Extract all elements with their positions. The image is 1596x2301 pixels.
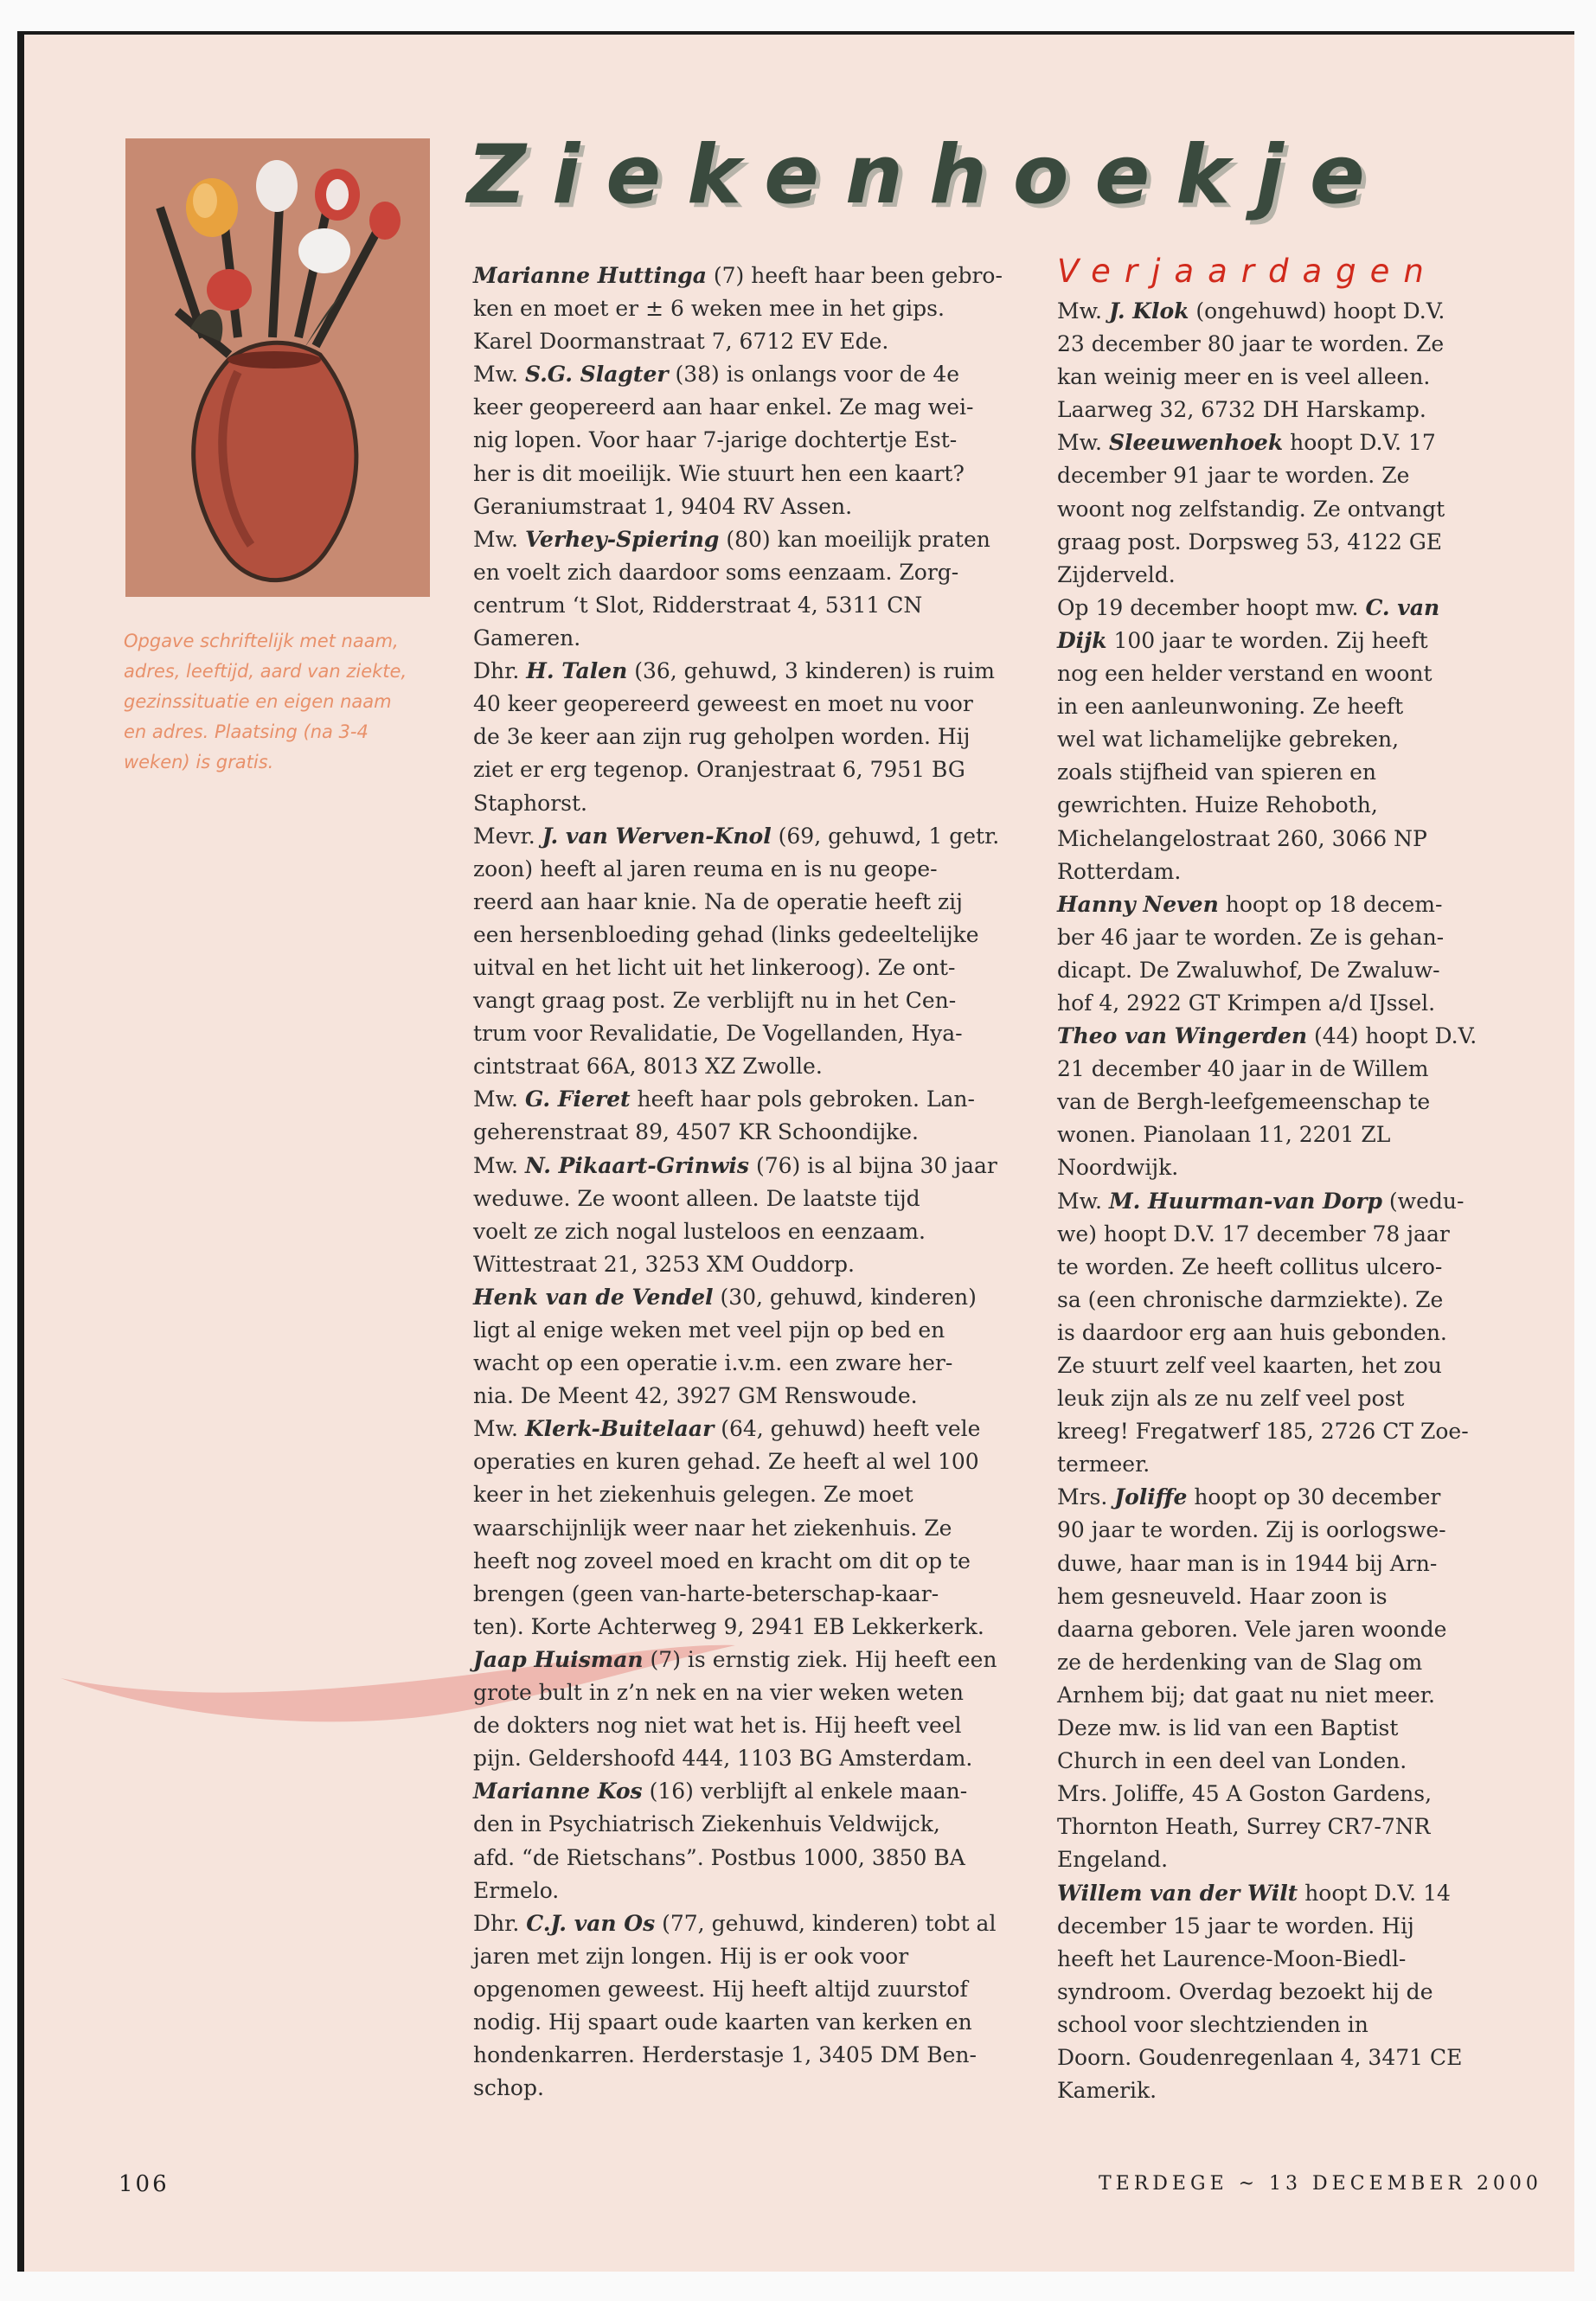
line-text: ken en moet er ± 6 weken mee in het gips. xyxy=(473,296,945,322)
text-line xyxy=(473,2006,1018,2039)
person-name: Marianne Kos xyxy=(473,1779,643,1804)
line-text: daarna geboren. Vele jaren woonde xyxy=(1057,1616,1447,1642)
line-text: 40 keer geopereerd geweest en moet nu voor xyxy=(473,691,973,717)
line-text: ten). Korte Achterweg 9, 2941 EB Lekkerkerk. xyxy=(473,1613,984,1639)
line-text: 21 december 40 jaar in de Willem xyxy=(1057,1056,1429,1082)
line-text: Op 19 december hoopt mw. xyxy=(1057,594,1366,620)
line-text: (16) verblijft al enkele maan- xyxy=(642,1779,968,1804)
text-line xyxy=(473,1017,1018,1050)
line-text: de dokters nog niet wat het is. Hij heeft veel xyxy=(473,1713,962,1739)
text-line xyxy=(473,1907,1018,1940)
text-line xyxy=(473,688,1018,721)
text-line xyxy=(473,523,1018,556)
text-line xyxy=(473,820,1018,853)
text-line xyxy=(1057,1679,1567,1712)
line-text: (ongehuwd) hoopt D.V. xyxy=(1189,298,1445,324)
caption-line: en adres. Plaatsing (na 3-4 xyxy=(124,721,369,742)
line-text: (77, gehuwd, kinderen) tobt al xyxy=(655,1910,997,1936)
page-title: Ziekenhoekje xyxy=(467,128,1391,222)
line-text: gewrichten. Huize Rehoboth, xyxy=(1057,792,1378,818)
line-text: (7) is ernstig ziek. Hij heeft een xyxy=(643,1646,997,1672)
line-text: termeer. xyxy=(1057,1452,1151,1477)
line-text: Mw. xyxy=(473,1086,525,1112)
line-text: Mw. xyxy=(473,1416,525,1442)
text-line xyxy=(473,1281,1018,1314)
text-line xyxy=(473,1445,1018,1478)
line-text: Deze mw. is lid van een Baptist xyxy=(1057,1715,1399,1741)
line-text: Laarweg 32, 6732 DH Harskamp. xyxy=(1057,397,1426,423)
line-text: voelt ze zich nogal lusteloos en eenzaam. xyxy=(473,1218,926,1244)
line-text: zoon) heeft al jaren reuma en is nu geope- xyxy=(473,856,938,881)
text-line xyxy=(1057,1284,1567,1317)
line-text: heeft haar pols gebroken. Lan- xyxy=(630,1086,975,1112)
person-name: J. Klok xyxy=(1108,298,1189,324)
text-line xyxy=(1057,1251,1567,1284)
text-line xyxy=(1057,459,1567,492)
line-text: 100 jaar te worden. Zij heeft xyxy=(1106,627,1428,653)
text-line xyxy=(1057,1382,1567,1415)
text-line xyxy=(473,1742,1018,1775)
line-text: reerd aan haar knie. Na de operatie heeft zij xyxy=(473,888,963,914)
line-text: grote bult in z’n nek en na vier weken weten xyxy=(473,1680,965,1706)
line-text: (44) hoopt D.V. xyxy=(1307,1023,1477,1049)
line-text: (wedu- xyxy=(1381,1188,1465,1214)
line-text: Mw. xyxy=(473,526,525,552)
line-text: hem gesneuveld. Haar zoon is xyxy=(1057,1583,1388,1609)
text-line xyxy=(1057,789,1567,822)
text-line xyxy=(473,753,1018,786)
line-text: nog een helder verstand en woont xyxy=(1057,661,1433,687)
text-line xyxy=(473,1775,1018,1808)
line-text: hondenkarren. Herderstasje 1, 3405 DM Ben- xyxy=(473,2042,977,2068)
line-text: december 15 jaar te worden. Hij xyxy=(1057,1913,1414,1939)
text-line xyxy=(473,952,1018,984)
line-text: (36, gehuwd, 3 kinderen) is ruim xyxy=(627,658,995,684)
text-line xyxy=(1057,1481,1567,1514)
line-text: (38) is onlangs voor de 4e xyxy=(668,362,960,388)
text-line xyxy=(473,589,1018,622)
text-line xyxy=(473,292,1018,325)
text-line xyxy=(473,1611,1018,1644)
text-line xyxy=(1057,625,1567,657)
text-line xyxy=(1057,493,1567,526)
line-text: Ze stuurt zelf veel kaarten, het zou xyxy=(1057,1353,1442,1378)
person-name: Henk van de Vendel xyxy=(473,1284,714,1310)
text-line xyxy=(473,2039,1018,2072)
text-line xyxy=(1057,1745,1567,1778)
line-text: trum voor Revalidatie, De Vogellanden, Hya- xyxy=(473,1021,963,1047)
publication-footer: TERDEGE ~ 13 DECEMBER 2000 xyxy=(1099,2173,1542,2195)
text-line xyxy=(473,424,1018,457)
line-text: den in Psychiatrisch Ziekenhuis Veldwijck, xyxy=(473,1811,940,1837)
text-line xyxy=(1057,921,1567,954)
line-text: geherenstraat 89, 4507 KR Schoondijke. xyxy=(473,1119,919,1145)
text-line xyxy=(473,886,1018,919)
line-text: Mw. xyxy=(1057,430,1109,456)
text-line xyxy=(473,490,1018,523)
line-text: duwe, haar man is in 1944 bij Arn- xyxy=(1057,1550,1438,1576)
line-text: keer in het ziekenhuis gelegen. Ze moet xyxy=(473,1482,913,1508)
line-text: Noordwijk. xyxy=(1057,1155,1179,1181)
line-text: wacht op een operatie i.v.m. een zware her- xyxy=(473,1350,953,1376)
line-text: nia. De Meent 42, 3927 GM Renswoude. xyxy=(473,1383,918,1409)
text-line xyxy=(1057,856,1567,888)
line-text: (64, gehuwd) heeft vele xyxy=(714,1416,981,1442)
text-line xyxy=(1057,426,1567,459)
line-text: Mw. xyxy=(1057,1188,1109,1214)
person-name: Willem van der Wilt xyxy=(1057,1880,1298,1906)
text-line xyxy=(473,556,1018,589)
text-line xyxy=(473,325,1018,358)
text-line xyxy=(473,622,1018,655)
text-line xyxy=(473,458,1018,490)
text-line xyxy=(473,853,1018,886)
line-text: Ermelo. xyxy=(473,1877,560,1903)
text-line xyxy=(1057,1086,1567,1118)
line-text: Mw. xyxy=(1057,298,1109,324)
line-text: Karel Doormanstraat 7, 6712 EV Ede. xyxy=(473,329,889,355)
line-text: cintstraat 66A, 8013 XZ Zwolle. xyxy=(473,1054,823,1080)
page-number: 106 xyxy=(119,2171,170,2197)
text-line xyxy=(473,1940,1018,1973)
person-name: Theo van Wingerden xyxy=(1057,1023,1308,1049)
text-line xyxy=(1057,1349,1567,1382)
text-line xyxy=(473,1413,1018,1445)
line-text: Michelangelostraat 260, 3066 NP xyxy=(1057,825,1427,851)
line-text: december 91 jaar te worden. Ze xyxy=(1057,463,1410,489)
text-line xyxy=(1057,592,1567,625)
person-name: S.G. Slagter xyxy=(524,362,669,388)
person-name: Joliffe xyxy=(1114,1484,1188,1510)
person-name: M. Huurman-van Dorp xyxy=(1108,1188,1382,1214)
line-text: her is dit moeilijk. Wie stuurt hen een kaart? xyxy=(473,460,965,486)
text-line xyxy=(1057,1118,1567,1151)
text-line xyxy=(1057,1811,1567,1843)
text-line xyxy=(473,1808,1018,1841)
line-text: woont nog zelfstandig. Ze ontvangt xyxy=(1057,496,1445,522)
text-line xyxy=(1057,328,1567,361)
person-name: C. van xyxy=(1365,594,1440,620)
text-line xyxy=(473,1116,1018,1149)
line-text: schop. xyxy=(473,2075,544,2101)
line-text: leuk zijn als ze nu zelf veel post xyxy=(1057,1386,1405,1412)
line-text: (69, gehuwd, 1 getr. xyxy=(771,823,1000,849)
line-text: hoopt D.V. 14 xyxy=(1298,1880,1451,1906)
person-name: C.J. van Os xyxy=(526,1910,656,1936)
text-line xyxy=(473,1183,1018,1215)
line-text: school voor slechtzienden in xyxy=(1057,2011,1368,2037)
birthdays-heading: Verjaardagen xyxy=(1057,253,1438,290)
line-text: Engeland. xyxy=(1057,1847,1169,1873)
text-line xyxy=(1057,1218,1567,1251)
text-line xyxy=(1057,2074,1567,2107)
line-text: ze de herdenking van de Slag om xyxy=(1057,1649,1423,1675)
line-text: Zijderveld. xyxy=(1057,561,1176,587)
line-text: sa (een chronische darmziekte). Ze xyxy=(1057,1286,1444,1312)
line-text: 23 december 80 jaar te worden. Ze xyxy=(1057,331,1445,357)
text-line xyxy=(1057,1151,1567,1184)
person-name: Hanny Neven xyxy=(1057,891,1219,917)
line-text: Kamerik. xyxy=(1057,2078,1157,2104)
text-line xyxy=(473,1083,1018,1116)
line-text: ber 46 jaar te worden. Ze is gehan- xyxy=(1057,924,1445,950)
person-name: N. Pikaart-Grinwis xyxy=(524,1152,749,1178)
person-name: Marianne Huttinga xyxy=(473,263,707,288)
text-line xyxy=(1057,295,1567,328)
text-line xyxy=(1057,526,1567,559)
text-line xyxy=(1057,2041,1567,2074)
text-line xyxy=(1057,2009,1567,2041)
person-name: Jaap Huisman xyxy=(473,1646,644,1672)
line-text: wel wat lichamelijke gebreken, xyxy=(1057,727,1400,753)
line-text: Mw. xyxy=(473,362,525,388)
text-line xyxy=(1057,394,1567,426)
text-line xyxy=(1057,1778,1567,1811)
line-text: ziet er erg tegenop. Oranjestraat 6, 7951 BG xyxy=(473,757,965,783)
line-text: van de Bergh-leefgemeenschap te xyxy=(1057,1089,1431,1115)
line-text: hoopt D.V. 17 xyxy=(1283,430,1436,456)
line-text: uitval en het licht uit het linkeroog). Ze ont- xyxy=(473,954,956,980)
person-name: Dijk xyxy=(1057,627,1107,653)
person-name: J. van Werven-Knol xyxy=(542,823,772,849)
text-line xyxy=(1057,1053,1567,1086)
line-text: Mevr. xyxy=(473,823,542,849)
text-line xyxy=(1057,690,1567,723)
line-text: Thornton Heath, Surrey CR7-7NR xyxy=(1057,1814,1431,1840)
line-text: jaren met zijn longen. Hij is er ook voor xyxy=(473,1943,909,1969)
line-text: Arnhem bij; dat gaat nu niet meer. xyxy=(1057,1682,1435,1708)
text-line xyxy=(473,1709,1018,1742)
line-text: Church in een deel van Londen. xyxy=(1057,1748,1407,1774)
text-line xyxy=(1057,987,1567,1020)
text-line xyxy=(473,2072,1018,2105)
text-line xyxy=(1057,1448,1567,1481)
text-line xyxy=(473,1050,1018,1083)
text-line xyxy=(473,1478,1018,1511)
text-line xyxy=(473,787,1018,820)
text-line xyxy=(1057,1548,1567,1580)
line-text: afd. “de Rietschans”. Postbus 1000, 3850 BA xyxy=(473,1844,965,1870)
text-line xyxy=(1057,1712,1567,1745)
line-text: dicapt. De Zwaluwhof, De Zwaluw- xyxy=(1057,957,1440,983)
line-text: (76) is al bijna 30 jaar xyxy=(749,1152,997,1178)
text-line xyxy=(1057,756,1567,789)
person-name: H. Talen xyxy=(526,658,628,684)
line-text: vangt graag post. Ze verblijft nu in het Cen- xyxy=(473,988,957,1014)
text-line xyxy=(473,260,1018,292)
line-text: te worden. Ze heeft collitus ulcero- xyxy=(1057,1253,1443,1279)
line-text: 90 jaar te worden. Zij is oorlogswe- xyxy=(1057,1517,1446,1543)
text-line xyxy=(473,1248,1018,1281)
line-text: een hersenbloeding gehad (links gedeeltelijke xyxy=(473,921,979,947)
text-line xyxy=(1057,361,1567,394)
text-line xyxy=(473,1215,1018,1248)
text-line xyxy=(1057,657,1567,690)
text-line xyxy=(473,1842,1018,1875)
text-line xyxy=(473,1380,1018,1413)
text-line xyxy=(1057,1020,1567,1053)
line-text: nodig. Hij spaart oude kaarten van kerken en xyxy=(473,2009,972,2035)
text-line xyxy=(473,1875,1018,1907)
line-text: Dhr. xyxy=(473,1910,527,1936)
line-text: hoopt op 18 decem- xyxy=(1218,891,1443,917)
text-line xyxy=(1057,1580,1567,1613)
text-line xyxy=(1057,1514,1567,1547)
line-text: brengen (geen van-harte-beterschap-kaar- xyxy=(473,1580,939,1606)
line-text: we) hoopt D.V. 17 december 78 jaar xyxy=(1057,1221,1450,1247)
text-line xyxy=(473,391,1018,424)
person-name: G. Fieret xyxy=(524,1086,631,1112)
line-text: nig lopen. Voor haar 7-jarige dochtertje Est- xyxy=(473,427,958,453)
text-line xyxy=(473,1578,1018,1611)
text-line xyxy=(1057,723,1567,756)
text-line xyxy=(473,655,1018,688)
caption-line: weken) is gratis. xyxy=(124,752,274,772)
line-text: centrum ‘t Slot, Ridderstraat 4, 5311 CN xyxy=(473,592,923,618)
line-text: (30, gehuwd, kinderen) xyxy=(713,1284,977,1310)
text-line xyxy=(473,1347,1018,1380)
text-line xyxy=(1057,1910,1567,1943)
line-text: is daardoor erg aan huis gebonden. xyxy=(1057,1319,1447,1345)
line-text: Wittestraat 21, 3253 XM Ouddorp. xyxy=(473,1251,855,1277)
line-text: Rotterdam. xyxy=(1057,858,1182,884)
line-text: heeft nog zoveel moed en kracht om dit op te xyxy=(473,1548,971,1574)
line-text: keer geopereerd aan haar enkel. Ze mag wei- xyxy=(473,394,974,420)
line-text: (80) kan moeilijk praten xyxy=(719,526,990,552)
text-line xyxy=(473,1512,1018,1545)
text-line xyxy=(473,358,1018,391)
line-text: Geraniumstraat 1, 9404 RV Assen. xyxy=(473,493,853,519)
line-text: Gameren. xyxy=(473,625,581,651)
text-line xyxy=(1057,1317,1567,1349)
text-line xyxy=(1057,823,1567,856)
text-line xyxy=(1057,1877,1567,1910)
line-text: waarschijnlijk weer naar het ziekenhuis. Ze xyxy=(473,1515,952,1541)
text-line xyxy=(1057,1613,1567,1646)
caption-line: Opgave schriftelijk met naam, xyxy=(124,631,399,651)
text-line xyxy=(473,1314,1018,1347)
sick-list-column xyxy=(473,260,1018,2105)
line-text: Dhr. xyxy=(473,658,527,684)
submission-caption xyxy=(124,626,435,778)
line-text: hof 4, 2922 GT Krimpen a/d IJssel. xyxy=(1057,990,1436,1016)
text-line xyxy=(1057,1185,1567,1218)
line-text: de 3e keer aan zijn rug geholpen worden. Hij xyxy=(473,724,971,750)
text-line xyxy=(473,1644,1018,1676)
text-line xyxy=(473,1150,1018,1183)
text-line xyxy=(1057,1943,1567,1976)
line-text: Doorn. Goudenregenlaan 4, 3471 CE xyxy=(1057,2044,1463,2070)
text-line xyxy=(473,1545,1018,1578)
text-line xyxy=(473,1676,1018,1709)
person-name: Sleeuwenhoek xyxy=(1108,430,1284,456)
text-line xyxy=(1057,954,1567,987)
text-line xyxy=(1057,1415,1567,1448)
line-text: Mw. xyxy=(473,1152,525,1178)
text-line xyxy=(473,919,1018,952)
line-text: in een aanleunwoning. Ze heeft xyxy=(1057,694,1404,720)
text-line xyxy=(1057,559,1567,592)
line-text: Mrs. xyxy=(1057,1484,1115,1510)
text-line xyxy=(473,984,1018,1017)
person-name: Klerk-Buitelaar xyxy=(524,1416,715,1442)
line-text: opgenomen geweest. Hij heeft altijd zuurstof xyxy=(473,1976,968,2002)
line-text: pijn. Geldershoofd 444, 1103 BG Amsterdam. xyxy=(473,1746,973,1772)
line-text: (7) heeft haar been gebro- xyxy=(706,263,1003,288)
line-text: kreeg! Fregatwerf 185, 2726 CT Zoe- xyxy=(1057,1419,1469,1445)
text-line xyxy=(473,721,1018,753)
vase-with-tulips-illustration xyxy=(125,138,430,597)
line-text: hoopt op 30 december xyxy=(1187,1484,1441,1510)
text-line xyxy=(1057,888,1567,921)
caption-line: adres, leeftijd, aard van ziekte, xyxy=(124,661,407,682)
line-text: graag post. Dorpsweg 53, 4122 GE xyxy=(1057,529,1443,554)
line-text: Mrs. Joliffe, 45 A Goston Gardens, xyxy=(1057,1781,1433,1807)
line-text: wonen. Pianolaan 11, 2201 ZL xyxy=(1057,1122,1391,1148)
line-text: operaties en kuren gehad. Ze heeft al wel 100 xyxy=(473,1449,979,1475)
text-line xyxy=(473,1973,1018,2006)
line-text: syndroom. Overdag bezoekt hij de xyxy=(1057,1978,1433,2004)
line-text: heeft het Laurence-Moon-Biedl- xyxy=(1057,1945,1407,1971)
line-text: en voelt zich daardoor soms eenzaam. Zorg- xyxy=(473,559,959,585)
line-text: Staphorst. xyxy=(473,790,588,816)
birthdays-column xyxy=(1057,295,1567,2107)
caption-line: gezinssituatie en eigen naam xyxy=(124,691,392,712)
line-text: weduwe. Ze woont alleen. De laatste tijd xyxy=(473,1185,920,1211)
text-line xyxy=(1057,1843,1567,1876)
text-line xyxy=(1057,1976,1567,2009)
line-text: ligt al enige weken met veel pijn op bed en xyxy=(473,1317,945,1343)
line-text: kan weinig meer en is veel alleen. xyxy=(1057,364,1431,390)
text-line xyxy=(1057,1646,1567,1679)
line-text: zoals stijfheid van spieren en xyxy=(1057,760,1377,785)
person-name: Verhey-Spiering xyxy=(524,526,720,552)
